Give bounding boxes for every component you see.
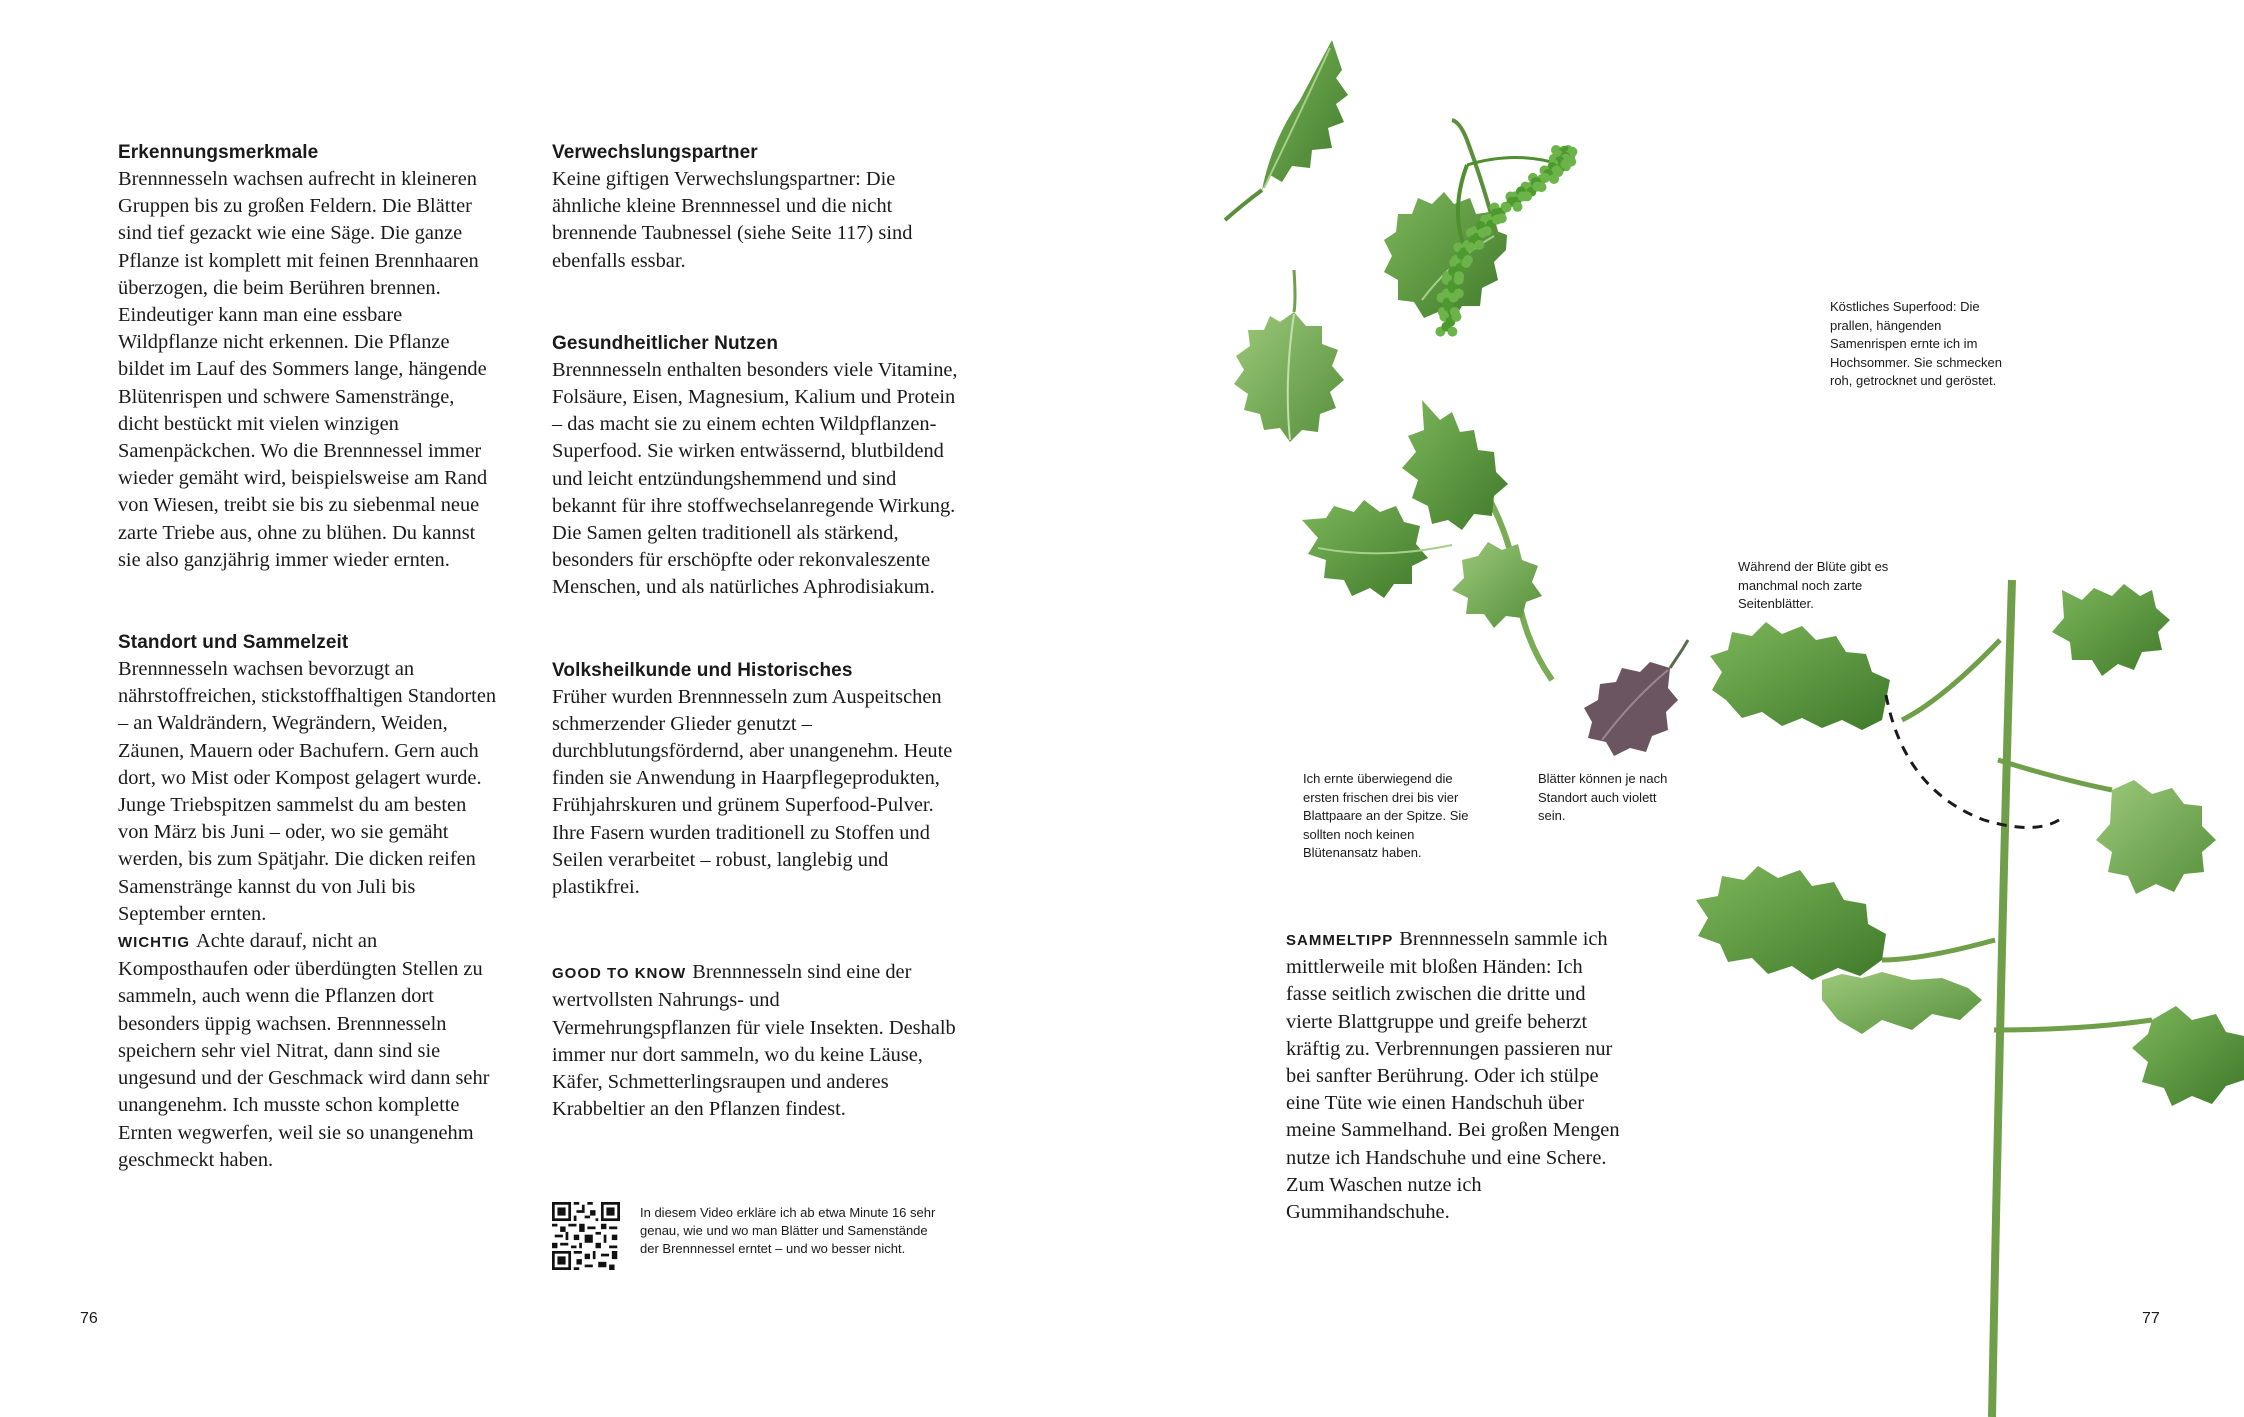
sammeltipp-paragraph (1286, 926, 1626, 1226)
good-to-know-paragraph (552, 959, 958, 1123)
seed-cluster (1540, 173, 1550, 183)
section-heading: Gesundheitlicher Nutzen (552, 332, 779, 354)
page-number-left: 76 (80, 1310, 98, 1327)
seed-cluster (1549, 174, 1559, 184)
caption-seeds: Köstliches Superfood: Die prallen, hängenden Samenrispen ernte ich im Hochsommer. Sie schmecken roh, getrocknet und geröstet. (1830, 299, 2002, 388)
seed-cluster (1517, 192, 1527, 202)
note-tag: WICHTIG (118, 934, 190, 952)
section-body: Brennnesseln enthalten besonders viele Vitamine, Folsäure, Eisen, Magnesium, Kalium und Protein – das macht sie zu einem echten Wildpflanzen-Superfood. Sie wirken entwässernd, blutbildend und leicht entzündungshemmend und sind bekannt für ihre stoffwechselanregende Wirkung. Die Samen gelten traditionell als stärkend, besonders für erschöpfte oder rekonvaleszente Menschen, und als natürliches Aphrodisiakum. (552, 358, 958, 599)
seed-cluster (1461, 258, 1471, 268)
section-volksheilkunde (552, 660, 958, 902)
section-body: Keine giftigen Verwechslungspartner: Die ähnliche kleine Brennnessel und die nicht brennende Taubnessel (siehe Seite 117) sind ebenfalls essbar. (552, 168, 913, 272)
sammeltipp-text: Brennnesseln sammle ich mittlerweile mit bloßen Händen: Ich fasse seitlich zwischen die dritte und vierte Blattgruppe und greife beherzt kräftig zu. Verbrennungen passieren nur bei sanfter Berührung. Oder ich stülpe eine Tüte wie einen Handschuh über meine Sammelhand. Bei großen Mengen nutze ich Handschuhe und eine Schere. Zum Waschen nutze ich Gummihandschuhe. (1286, 928, 1620, 1224)
section-heading: Standort und Sammelzeit (118, 632, 349, 654)
caption-harvest: Ich ernte überwiegend die ersten frischen drei bis vier Blattpaare an der Spitze. Sie sollten noch keinen Blütenansatz haben. (1303, 771, 1469, 860)
note-text: Achte darauf, nicht an Komposthaufen oder überdüngten Stellen zu sammeln, auch wenn die Pflanzen dort besonders üppig wachsen. Brennnesseln speichern sehr viel Nitrat, dann sind sie ungesund und der Geschmack wird dann sehr unangenehm. Ich musste schon komplette Ernten wegwerfen, weil sie so unangenehm geschmeckt haben. (118, 930, 490, 1171)
seed-cluster (1465, 242, 1475, 252)
section-heading: Erkennungsmerkmale (118, 142, 319, 163)
seed-cluster (1447, 327, 1457, 337)
section-heading: Volksheilkunde und Historisches (552, 659, 853, 681)
good-to-know-box (552, 959, 958, 1123)
nettle-leaf-light (1234, 270, 1344, 442)
good-to-know-tag: GOOD TO KNOW (552, 965, 687, 983)
seed-cluster (1492, 215, 1502, 225)
left-column (118, 142, 500, 1232)
nettle-leaf-top (1225, 40, 1348, 220)
seed-cluster (1478, 228, 1488, 238)
seed-cluster (1449, 293, 1459, 303)
seed-cluster (1474, 240, 1484, 250)
seed-cluster (1454, 275, 1464, 285)
good-to-know-text: Brennnesseln sind eine der wertvollsten Nahrungs- und Vermehrungspflanzen für viele Insekten. Deshalb immer nur dort sammeln, wo du keine Läuse, Käfer, Schmetterlingsraupen und anderes Krabbeltier an den Pflanzen findest. (552, 961, 956, 1121)
section-erkennungsmerkmale (118, 142, 500, 574)
sammeltipp-tag: SAMMELTIPP (1286, 932, 1394, 949)
nettle-leaf-upper (1212, 0, 2122, 322)
seed-cluster (1532, 182, 1542, 192)
caption-bloom: Während der Blüte gibt es manchmal noch zarte Seitenblätter. (1738, 559, 1889, 611)
sammeltipp-box (1286, 926, 1626, 1226)
section-nutzen (552, 333, 958, 602)
seed-cluster (1552, 165, 1562, 175)
qr-code-icon[interactable] (552, 1202, 620, 1270)
section-heading: Verwechslungspartner (552, 142, 758, 163)
seed-cluster (1513, 202, 1523, 212)
violet-leaf-image (1584, 640, 1688, 756)
nettle-shoot-image (1302, 400, 1552, 680)
section-verwechslung (552, 142, 958, 275)
seed-cluster (1502, 203, 1512, 213)
seed-cluster (1560, 159, 1570, 169)
seed-cluster (1451, 312, 1461, 322)
middle-column (552, 142, 958, 1181)
page-number-right: 77 (2142, 1310, 2160, 1327)
section-body: Brennnesseln wachsen bevorzugt an nährstoffreichen, stickstoffhaltigen Standorten – an Waldrändern, Wegrändern, Weiden, Zäunen, Mauern oder Bachufern. Gern auch dort, wo Mist oder Kompost gelagert wurde. Junge Triebspitzen sammelst du am besten von März bis Juni – oder, wo sie gemäht werden, bis zum Spätjahr. Die dicken reifen Samenstränge kannst du von Juli bis September ernten. (118, 658, 497, 925)
note-paragraph (118, 928, 500, 1174)
qr-caption: In diesem Video erkläre ich ab etwa Minute 16 sehr genau, wie und wo man Blätter und Samenstände der Brennnessel erntet – und wo besser nicht. (640, 1205, 936, 1256)
qr-video-block (552, 1202, 952, 1274)
section-body: Früher wurden Brennnesseln zum Auspeitschen schmerzender Glieder genutzt – durchblutungsfördernd, aber unangenehm. Heute finden sie Anwendung in Haarpflegeprodukten, Frühjahrskuren und grünem Superfood-Pulver. Ihre Fasern wurden traditionell zu Stoffen und Seilen verarbeitet – robust, langlebig und plastikfrei. (552, 685, 953, 899)
section-standort (118, 632, 500, 1174)
section-body: Brennnesseln wachsen aufrecht in kleineren Gruppen bis zu großen Feldern. Die Blätter sind tief gezackt wie eine Säge. Die ganze Pflanze ist komplett mit feinen Brennhaaren überzogen, die beim Berühren brennen. Eindeutiger kann man eine essbare Wildpflanze nicht erkennen. Die Pflanze bildet im Lauf des Sommers lange, hängende Blütenrispen und schwere Samenstränge, dicht bestückt mit vielen winzigen Samenpäckchen. Wo die Brennnessel immer wieder gemäht wird, beispielsweise am Rand von Wiesen, treibt sie bis zu siebenmal neue zarte Triebe aus, ohne zu blühen. Du kannst sie also ganzjährig immer wieder ernten. (118, 168, 488, 571)
caption-violet: Blätter können je nach Standort auch violett sein. (1538, 771, 1668, 823)
